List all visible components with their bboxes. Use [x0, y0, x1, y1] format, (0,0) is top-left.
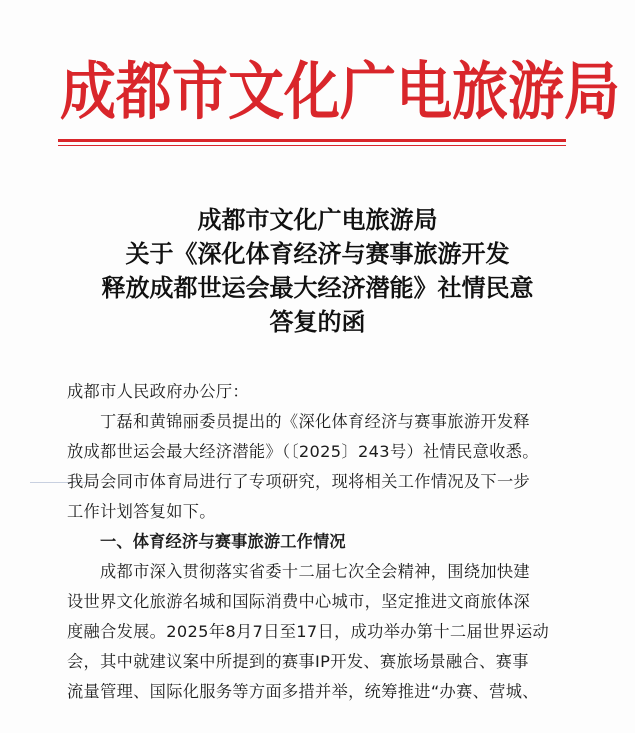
masthead-title: [60, 56, 620, 129]
document-body: [67, 377, 567, 707]
masthead-char: 旅: [452, 56, 508, 129]
masthead-char: 市: [172, 56, 228, 129]
salutation: 成都市人民政府办公厅：: [67, 382, 249, 401]
title-line: 释放成都世运会最大经济潜能》社情民意: [101, 273, 534, 302]
paragraph-line: 我局会同市体育局进行了专项研究，现将相关工作情况及下一步: [67, 472, 531, 491]
masthead-char: 化: [284, 56, 340, 129]
paragraph-line: 度融合发展。2025年8月7日至17日，成功举办第十二届世界运动: [67, 622, 550, 641]
masthead-rule-thick: [58, 139, 566, 142]
masthead-char: 广: [340, 56, 396, 129]
paragraph-line: 放成都世运会最大经济潜能》（〔2025〕243号）社情民意收悉。: [67, 442, 539, 461]
paragraph-line: 流量管理、国际化服务等方面多措并举，统筹推进“办赛、营城、: [67, 682, 539, 701]
masthead-char: 游: [508, 56, 564, 129]
masthead-char: 局: [564, 56, 620, 129]
title-line: 答复的函: [269, 307, 366, 336]
title-line: 成都市文化广电旅游局: [197, 205, 438, 234]
masthead-char: 电: [396, 56, 452, 129]
document-title: [60, 203, 575, 339]
masthead-char: 文: [228, 56, 284, 129]
masthead-char: 都: [116, 56, 172, 129]
section-heading: 一、体育经济与赛事旅游工作情况: [100, 532, 346, 551]
masthead-rule-thin: [58, 145, 566, 146]
paragraph-line: 会，其中就建议案中所提到的赛事IP开发、赛旅场景融合、赛事: [67, 652, 529, 671]
masthead-char: 成: [60, 56, 116, 129]
paragraph-line: 丁磊和黄锦丽委员提出的《深化体育经济与赛事旅游开发释: [100, 412, 530, 431]
paragraph-line: 工作计划答复如下。: [67, 502, 216, 521]
title-line: 关于《深化体育经济与赛事旅游开发: [125, 239, 510, 268]
paragraph-line: 设世界文化旅游名城和国际消费中心城市，坚定推进文商旅体深: [67, 592, 531, 611]
paragraph-line: 成都市深入贯彻落实省委十二届七次全会精神，围绕加快建: [100, 562, 530, 581]
